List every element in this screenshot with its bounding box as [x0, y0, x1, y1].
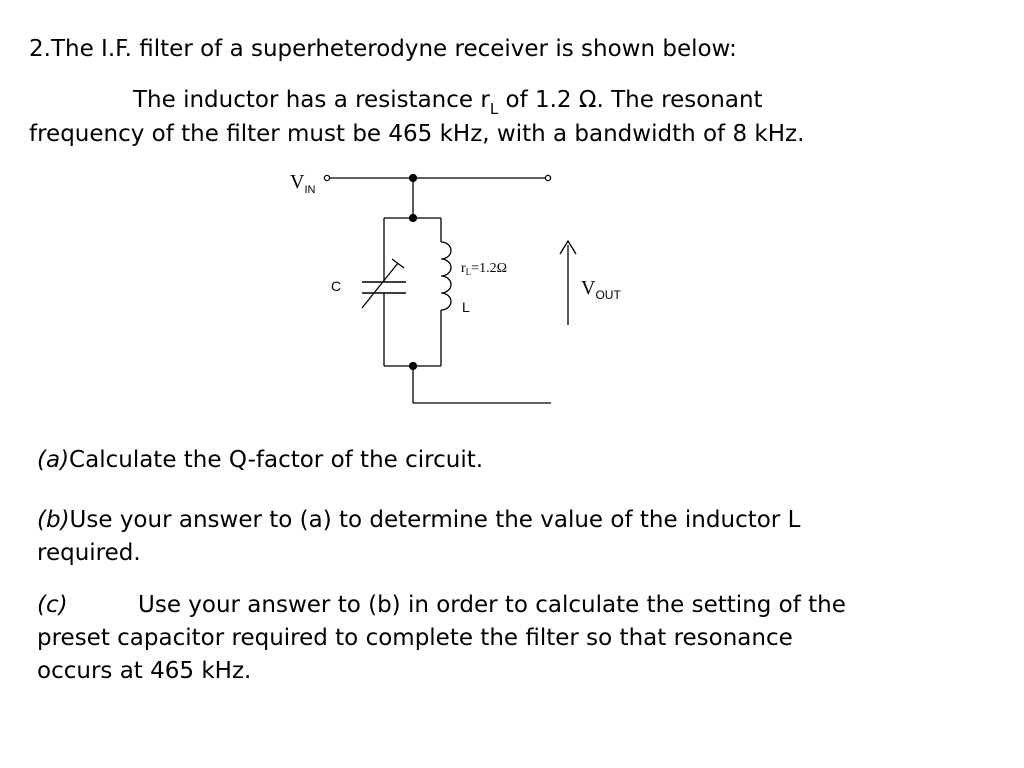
question-a-tag: (a) [37, 447, 70, 473]
question-c-continued-2: occurs at 465 kHz. [37, 658, 252, 684]
question-c-continued-1: preset capacitor required to complete the filter so that resonance [37, 625, 793, 651]
question-b-continued: required. [37, 540, 141, 566]
question-b-text: Use your answer to (a) to determine the value of the inductor L [69, 507, 801, 533]
output-terminal [545, 175, 550, 180]
problem-title: 2.The I.F. filter of a superheterodyne receiver is shown below: [29, 36, 737, 62]
question-b-tag: (b) [37, 507, 70, 533]
vin-terminal [324, 175, 329, 180]
inductor-label: L [462, 299, 470, 315]
inductor-resistance-label: $r_L=1.2\Omega$ [461, 261, 507, 277]
question-c [37, 591, 68, 619]
question-a-text: Calculate the Q-factor of the circuit. [69, 447, 484, 473]
inductor-coil [441, 242, 451, 310]
vout-label: $V_{OUT}$ [581, 277, 621, 302]
problem-line-1-subscript: L [489, 100, 499, 118]
preset-arrow-tee [392, 259, 404, 268]
question-c-text: Use your answer to (b) in order to calculate the setting of the [138, 592, 846, 618]
question-c-tag: (c) [37, 592, 68, 618]
question-b [37, 506, 800, 534]
problem-line-1-post: of 1.2 Ω. The resonant [498, 87, 763, 113]
question-a [37, 446, 483, 474]
vin-label: $V_{IN}$ [290, 171, 316, 196]
capacitor-label: C [331, 278, 342, 294]
problem-line-1-pre: The inductor has a resistance r [133, 87, 490, 113]
preset-arrow [362, 263, 398, 308]
problem-line-2: frequency of the filter must be 465 kHz, with a bandwidth of 8 kHz. [29, 121, 805, 147]
